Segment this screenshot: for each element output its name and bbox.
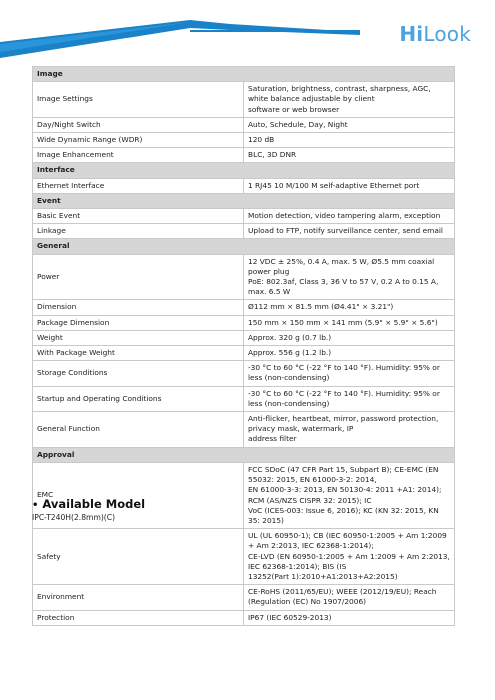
spec-value-line: PoE: 802.3af, Class 3, 36 V to 57 V, 0.2 A to 0.15 A, max. 6.5 W (248, 277, 439, 297)
spec-key: Dimension (33, 300, 244, 315)
spec-key: Day/Night Switch (33, 117, 244, 132)
spec-row (33, 254, 455, 300)
spec-value-line: Anti-flicker, heartbeat, mirror, password protection, privacy mask, watermark, IP (248, 414, 439, 434)
spec-value (244, 117, 455, 132)
spec-value (244, 133, 455, 148)
spec-row (33, 148, 455, 163)
spec-value (244, 209, 455, 224)
spec-key: EMC (33, 462, 244, 528)
spec-value-line: -30 °C to 60 °C (-22 °F to 140 °F). Humidity: 95% or less (non-condensing) (248, 388, 440, 408)
spec-key: Wide Dynamic Range (WDR) (33, 133, 244, 148)
spec-value-line: 13252(Part 1):2010+A1:2013+A2:2015) (248, 571, 398, 581)
spec-value-line: Motion detection, video tampering alarm, exception (248, 211, 441, 221)
spec-value-line: 1 RJ45 10 M/100 M self-adaptive Ethernet port (248, 180, 420, 190)
spec-key: Startup and Operating Conditions (33, 386, 244, 411)
spec-key: Weight (33, 330, 244, 345)
section-title: General (33, 239, 455, 254)
spec-key: General Function (33, 412, 244, 448)
spec-value (244, 330, 455, 345)
spec-value-line: Upload to FTP, notify surveillance center, send email (248, 226, 443, 236)
spec-value-line: BLC, 3D DNR (248, 150, 297, 160)
spec-value (244, 529, 455, 585)
spec-value-line: EN 61000-3-3: 2013, EN 50130-4: 2011 +A1: 2014); RCM (AS/NZS CISPR 32: 2015); IC (248, 485, 442, 505)
spec-row (33, 529, 455, 585)
spec-row (33, 346, 455, 361)
spec-key: Ethernet Interface (33, 178, 244, 193)
spec-row (33, 117, 455, 132)
spec-key: Image Enhancement (33, 148, 244, 163)
spec-key: With Package Weight (33, 346, 244, 361)
available-model-title (32, 497, 145, 511)
logo-look: Look (423, 22, 471, 46)
spec-row (33, 178, 455, 193)
spec-key: Power (33, 254, 244, 300)
spec-value-line: IP67 (IEC 60529-2013) (248, 612, 332, 622)
page-header (0, 0, 495, 60)
spec-value (244, 148, 455, 163)
section-title: Image (33, 67, 455, 82)
header-line (190, 30, 360, 32)
spec-row (33, 315, 455, 330)
spec-value-line: 150 mm × 150 mm × 141 mm (5.9" × 5.9" × 5.6") (248, 317, 438, 327)
spec-row (33, 300, 455, 315)
spec-value-line: -30 °C to 60 °C (-22 °F to 140 °F). Humidity: 95% or less (non-condensing) (248, 363, 440, 383)
section-title: Approval (33, 447, 455, 462)
spec-value (244, 585, 455, 610)
section-header-row (33, 447, 455, 462)
spec-value (244, 386, 455, 411)
spec-value-line: 12 VDC ± 25%, 0.4 A, max. 5 W, Ø5.5 mm coaxial power plug (248, 256, 435, 276)
spec-row (33, 224, 455, 239)
spec-row (33, 412, 455, 448)
spec-value (244, 361, 455, 386)
spec-row (33, 386, 455, 411)
spec-value (244, 462, 455, 528)
spec-key: Protection (33, 610, 244, 625)
spec-row (33, 610, 455, 625)
section-title: Interface (33, 163, 455, 178)
available-model-section (32, 497, 145, 522)
spec-key: Storage Conditions (33, 361, 244, 386)
spec-value-line: software or web browser (248, 104, 340, 114)
spec-value (244, 300, 455, 315)
section-title: Event (33, 193, 455, 208)
spec-row (33, 82, 455, 118)
section-header-row (33, 239, 455, 254)
section-header-row (33, 193, 455, 208)
spec-value (244, 82, 455, 118)
spec-key: Package Dimension (33, 315, 244, 330)
spec-value-line: CE-RoHS (2011/65/EU); WEEE (2012/19/EU); Reach (Regulation (EC) No 1907/2006) (248, 587, 437, 607)
model-number: IPC-T240H(2.8mm)(C) (32, 513, 116, 522)
spec-value (244, 412, 455, 448)
logo-hi: Hi (399, 22, 424, 46)
spec-value (244, 178, 455, 193)
header-swoosh-highlight (0, 22, 190, 52)
spec-value (244, 610, 455, 625)
hilook-logo (399, 22, 471, 46)
spec-row (33, 133, 455, 148)
spec-value-line: FCC SDoC (47 CFR Part 15, Subpart B); CE-EMC (EN 55032: 2015, EN 61000-3-2: 2014, (248, 464, 439, 485)
spec-value-line: address filter (248, 434, 297, 444)
spec-key: Environment (33, 585, 244, 610)
spec-value-line: Approx. 556 g (1.2 lb.) (248, 348, 332, 358)
spec-row (33, 361, 455, 386)
spec-table (32, 66, 455, 626)
spec-value-line: Auto, Schedule, Day, Night (248, 119, 348, 129)
spec-value-line: VoC (ICES-003: Issue 6, 2016); KC (KN 32: 2015, KN 35: 2015) (248, 505, 439, 525)
spec-key: Image Settings (33, 82, 244, 118)
available-model-heading: Available Model (42, 497, 146, 511)
spec-value (244, 315, 455, 330)
spec-key: Linkage (33, 224, 244, 239)
spec-row (33, 330, 455, 345)
spec-value (244, 224, 455, 239)
spec-value-line: 120 dB (248, 135, 275, 145)
spec-row (33, 209, 455, 224)
spec-key: Basic Event (33, 209, 244, 224)
section-header-row (33, 67, 455, 82)
spec-table-body (33, 67, 455, 626)
spec-row (33, 585, 455, 610)
spec-value (244, 346, 455, 361)
spec-value-line: Ø112 mm × 81.5 mm (Ø4.41" × 3.21") (248, 302, 394, 312)
spec-value-line: CE-LVD (EN 60950-1:2005 + Am 1:2009 + Am 2:2013, IEC 62368-1:2014); BIS (IS (248, 551, 450, 571)
spec-value-line: Approx. 320 g (0.7 lb.) (248, 332, 332, 342)
bullet-icon: • (32, 500, 39, 511)
spec-key: Safety (33, 529, 244, 585)
spec-value (244, 254, 455, 300)
spec-value-line: UL (UL 60950-1); CB (IEC 60950-1:2005 + Am 1:2009 + Am 2:2013, IEC 62368-1:2014); (248, 531, 447, 551)
spec-value-line: Saturation, brightness, contrast, sharpness, AGC, white balance adjustable by client (248, 84, 431, 104)
section-header-row (33, 163, 455, 178)
